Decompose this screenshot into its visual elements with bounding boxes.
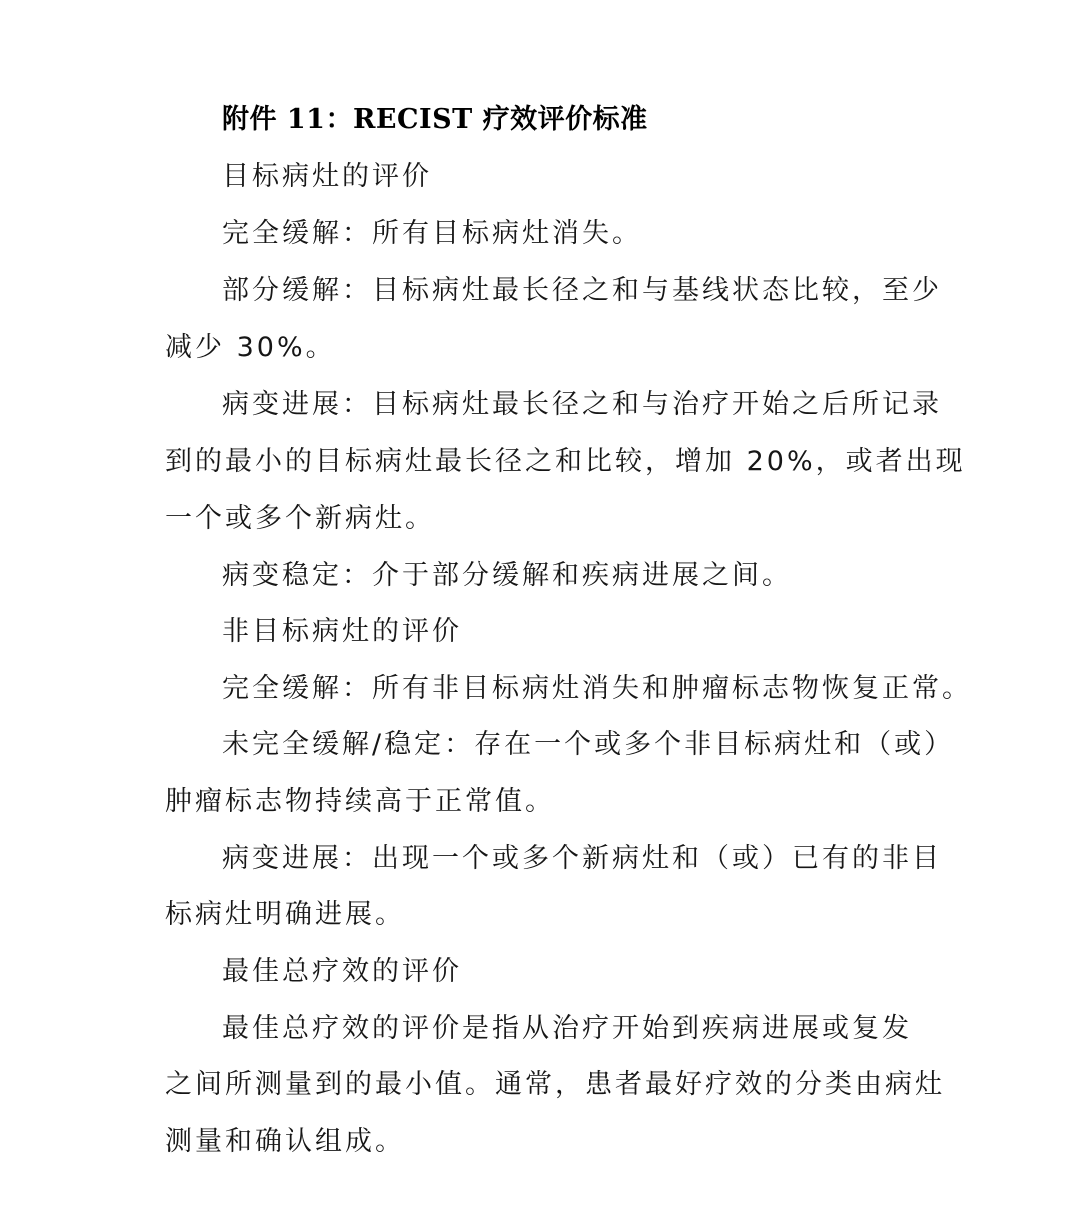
paragraph-target-progressive-disease-cont-1: 到的最小的目标病灶最长径之和比较，增加 20%，或者出现 — [165, 446, 966, 477]
paragraph-nontarget-complete-response: 完全缓解：所有非目标病灶消失和肿瘤标志物恢复正常。 — [222, 673, 972, 704]
paragraph-target-stable-disease: 病变稳定：介于部分缓解和疾病进展之间。 — [222, 560, 792, 591]
section-heading-best-overall-response: 最佳总疗效的评价 — [222, 956, 462, 987]
paragraph-best-overall-response-cont-2: 测量和确认组成。 — [165, 1126, 405, 1157]
paragraph-target-progressive-disease: 病变进展：目标病灶最长径之和与治疗开始之后所记录 — [222, 389, 942, 420]
paragraph-nontarget-progressive-disease-cont: 标病灶明确进展。 — [165, 899, 405, 930]
section-heading-non-target-lesions: 非目标病灶的评价 — [222, 616, 462, 647]
paragraph-target-progressive-disease-cont-2: 一个或多个新病灶。 — [165, 503, 435, 534]
paragraph-target-partial-response-cont: 减少 30%。 — [165, 332, 336, 363]
paragraph-target-partial-response: 部分缓解：目标病灶最长径之和与基线状态比较，至少 — [222, 275, 942, 306]
section-heading-target-lesions: 目标病灶的评价 — [222, 161, 432, 192]
paragraph-nontarget-progressive-disease: 病变进展：出现一个或多个新病灶和（或）已有的非目 — [222, 843, 942, 874]
paragraph-best-overall-response-cont-1: 之间所测量到的最小值。通常，患者最好疗效的分类由病灶 — [165, 1069, 945, 1100]
paragraph-nontarget-incomplete-response: 未完全缓解/稳定：存在一个或多个非目标病灶和（或） — [222, 729, 955, 760]
paragraph-target-complete-response: 完全缓解：所有目标病灶消失。 — [222, 218, 642, 249]
document-title: 附件 11：RECIST 疗效评价标准 — [222, 104, 648, 135]
paragraph-nontarget-incomplete-response-cont: 肿瘤标志物持续高于正常值。 — [165, 786, 555, 817]
paragraph-best-overall-response: 最佳总疗效的评价是指从治疗开始到疾病进展或复发 — [222, 1013, 912, 1044]
